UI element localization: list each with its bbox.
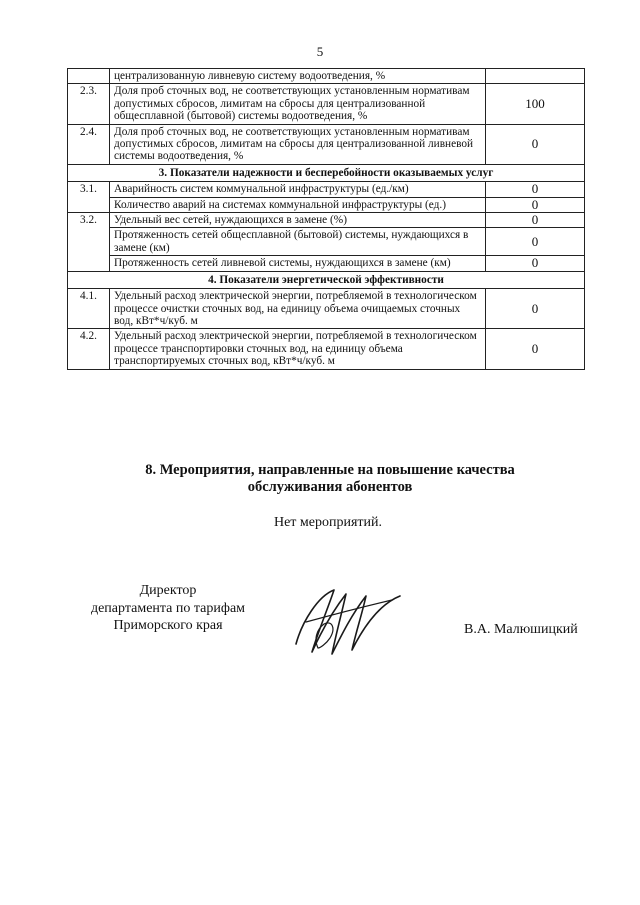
section-row — [68, 164, 585, 181]
table-row — [68, 289, 585, 329]
table-row — [68, 69, 585, 84]
table-row — [68, 84, 585, 124]
section-title: 3. Показатели надежности и бесперебойности оказываемых услуг — [68, 164, 585, 181]
section-8-heading-line: обслуживания абонентов — [247, 479, 413, 495]
row-value: 0 — [486, 213, 585, 228]
row-description: Удельный расход электрической энергии, потребляемой в технологическом процессе очистки сточных вод, на единицу объема очищаемых сточных вод, кВт*ч/куб. м — [110, 289, 486, 329]
row-value: 0 — [486, 197, 585, 212]
row-number — [68, 69, 110, 84]
row-value: 0 — [486, 289, 585, 329]
table-row — [68, 228, 585, 256]
row-number: 3.2. — [68, 213, 110, 272]
section-8-heading — [0, 462, 640, 496]
row-value: 0 — [486, 124, 585, 164]
table-row — [68, 329, 585, 369]
signer-title-line: департамента по тарифам — [90, 600, 246, 616]
row-value: 0 — [486, 182, 585, 197]
table-row — [68, 213, 585, 228]
row-description: Количество аварий на системах коммунальной инфраструктуры (ед.) — [110, 197, 486, 212]
row-value: 0 — [486, 329, 585, 369]
row-description: Удельный вес сетей, нуждающихся в замене (%) — [110, 213, 486, 228]
row-description: централизованную ливневую систему водоотведения, % — [110, 69, 486, 84]
row-number: 2.4. — [68, 124, 110, 164]
row-number: 4.1. — [68, 289, 110, 329]
section-row — [68, 271, 585, 288]
section-8-heading-line: 8. Мероприятия, направленные на повышение качества — [145, 462, 515, 478]
row-description: Удельный расход электрической энергии, потребляемой в технологическом процессе транспортировки сточных вод, на единицу объема транспортируемых сточных вод, кВт*ч/куб. м — [110, 329, 486, 369]
row-value — [486, 69, 585, 84]
page-number: 5 — [316, 44, 324, 59]
row-description: Протяженность сетей общесплавной (бытовой) системы, нуждающихся в замене (км) — [110, 228, 486, 256]
row-number: 4.2. — [68, 329, 110, 369]
table-row — [68, 197, 585, 212]
row-value: 0 — [486, 256, 585, 271]
signer-title-line: Приморского края — [113, 618, 223, 633]
signer-name: В.А. Малюшицкий — [464, 622, 578, 637]
table-row — [68, 124, 585, 164]
row-description: Протяженность сетей ливневой системы, нуждающихся в замене (км) — [110, 256, 486, 271]
row-description: Доля проб сточных вод, не соответствующих установленным нормативам допустимых сбросов, лимитам на сбросы для централизованной общесплавной (бытовой) системы водоотведения, % — [110, 84, 486, 124]
row-value: 0 — [486, 228, 585, 256]
row-number: 3.1. — [68, 182, 110, 213]
table-row — [68, 256, 585, 271]
row-description: Доля проб сточных вод, не соответствующих установленным нормативам допустимых сбросов, лимитам на сбросы для централизованной ливневой системы водоотведения, % — [110, 124, 486, 164]
no-measures-text: Нет мероприятий. — [273, 515, 383, 530]
signer-title — [58, 582, 278, 635]
signer-title-line: Директор — [139, 583, 197, 598]
row-number: 2.3. — [68, 84, 110, 124]
indicators-table — [67, 68, 585, 370]
section-title: 4. Показатели энергетической эффективности — [68, 271, 585, 288]
signature-icon — [288, 582, 408, 662]
row-description: Аварийность систем коммунальной инфраструктуры (ед./км) — [110, 182, 486, 197]
row-value: 100 — [486, 84, 585, 124]
table-row — [68, 182, 585, 197]
